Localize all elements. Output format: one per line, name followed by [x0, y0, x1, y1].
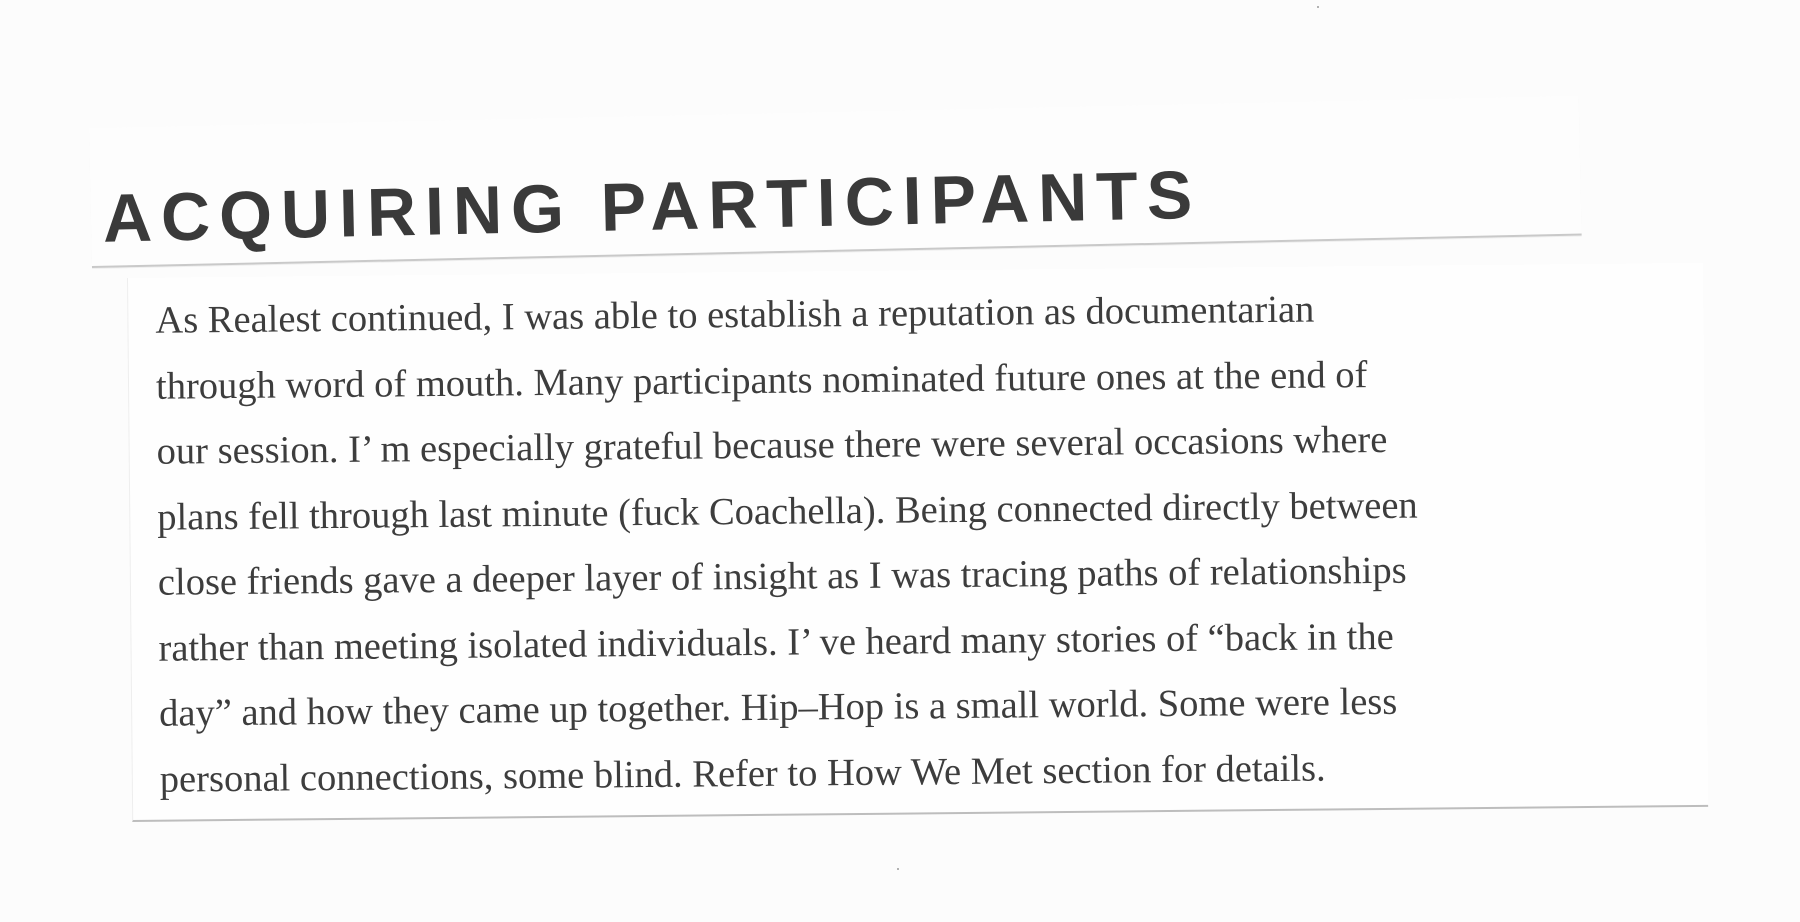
scan-speck: [1317, 6, 1319, 8]
paragraph-line-5: close friends gave a deeper layer of insight as I was tracing paths of relationships: [157, 549, 1407, 604]
paragraph-line-1: As Realest continued, I was able to establish a reputation as documentarian: [155, 288, 1315, 342]
scan-speck: [897, 868, 899, 870]
heading: ACQUIRING PARTICIPANTS: [102, 156, 1202, 257]
paragraph-clipping: [127, 263, 1708, 822]
heading-clipping: [89, 96, 1582, 268]
paragraph: [155, 277, 1420, 813]
paragraph-line-7: day” and how they came up together. Hip–Hop is a small world. Some were less: [158, 680, 1398, 735]
paragraph-line-4: plans fell through last minute (fuck Coachella). Being connected directly between: [157, 484, 1418, 539]
paragraph-line-8: personal connections, some blind. Refer to How We Met section for details.: [159, 747, 1326, 801]
paragraph-line-3: our session. I’ m especially grateful because there were several occasions where: [156, 418, 1388, 473]
paragraph-line-6: rather than meeting isolated individuals. I’ ve heard many stories of “back in the: [158, 615, 1394, 670]
paragraph-line-2: through word of mouth. Many participants nominated future ones at the end of: [155, 353, 1368, 408]
